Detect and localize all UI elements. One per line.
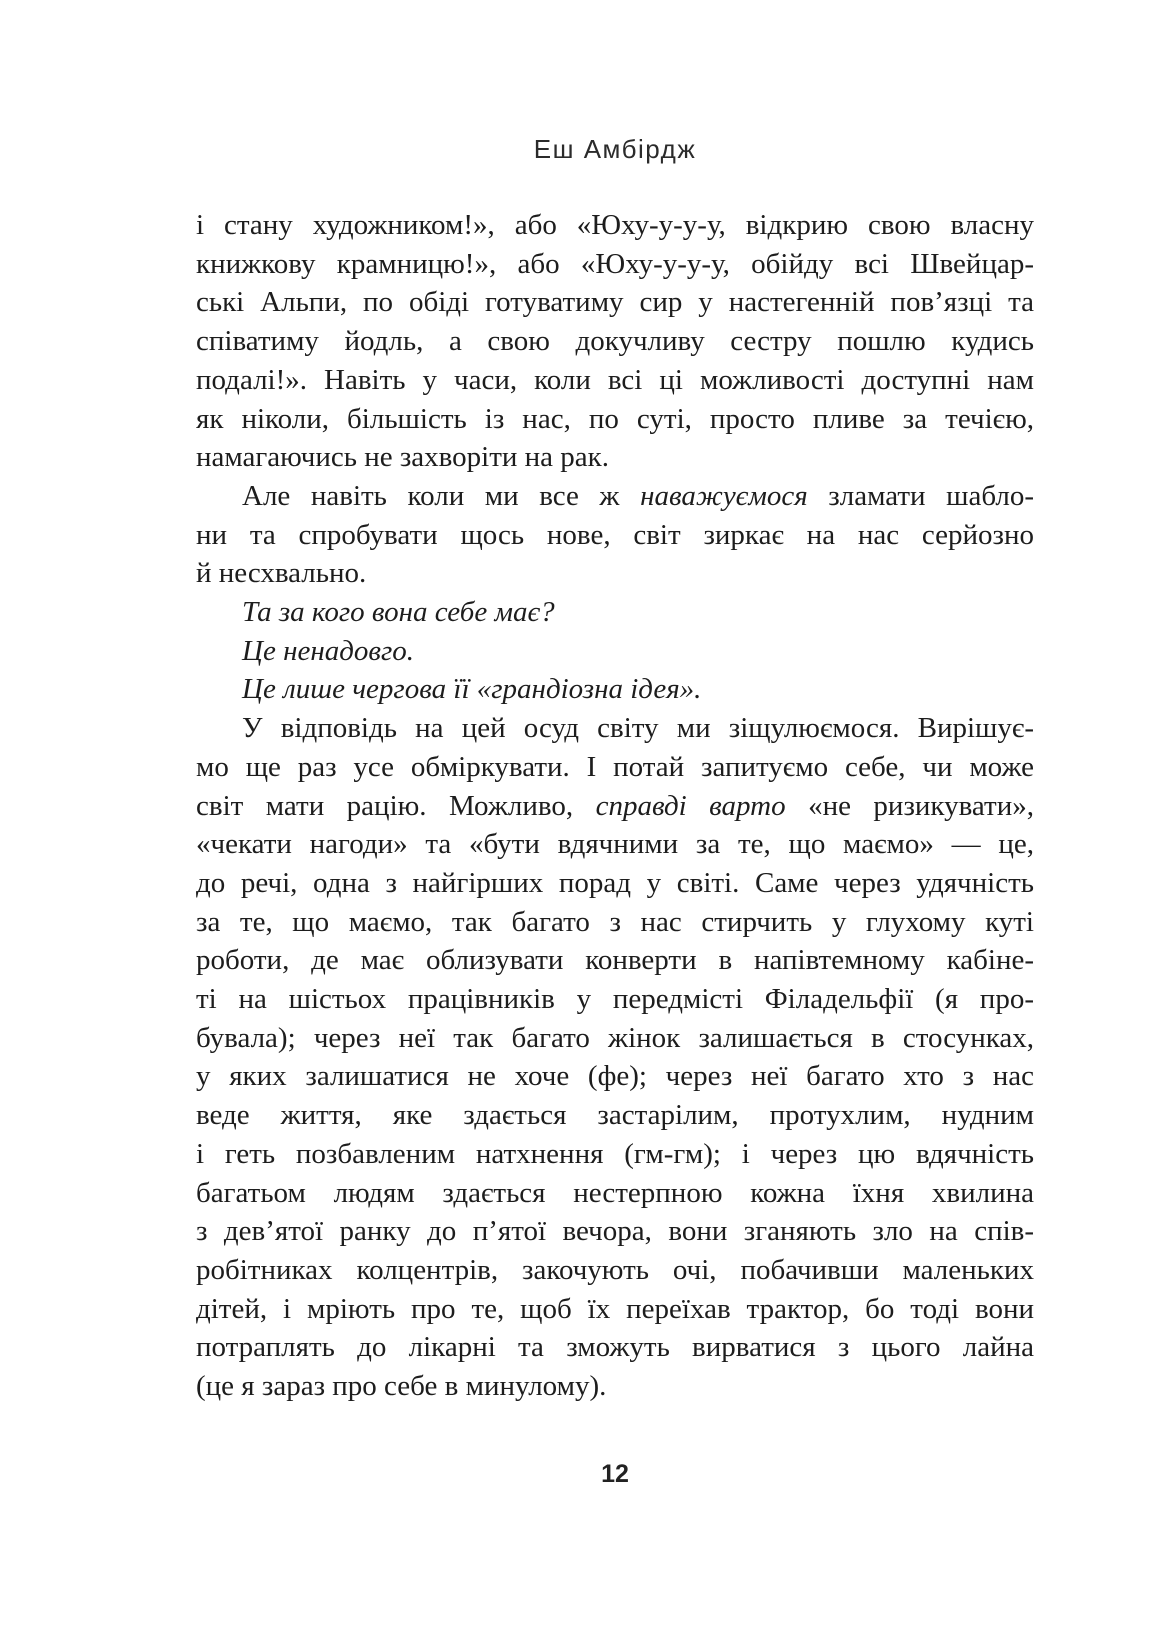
text-segment: потраплять до лікарні та зможуть вирватися з цього лайна	[196, 1331, 1034, 1364]
text-line	[196, 516, 1034, 555]
text-segment: ни та спробувати щось нове, світ зиркає на нас серйозно	[196, 518, 1034, 551]
text-line	[196, 941, 1034, 980]
text-line	[196, 1212, 1034, 1251]
text-segment: зламати шабло-	[807, 479, 1034, 512]
text-line	[196, 1096, 1034, 1135]
text-segment: У відповідь на цей осуд світу ми зіщулюємося. Вирішує-	[242, 712, 1034, 745]
text-line	[196, 632, 1034, 671]
text-line	[196, 554, 1034, 593]
text-segment: дітей, і мріють про те, щоб їх переїхав трактор, бо тоді вони	[196, 1292, 1034, 1325]
paragraph-3	[196, 593, 1034, 632]
text-segment: з дев’ятої ранку до п’ятої вечора, вони зганяють зло на спів-	[196, 1215, 1034, 1248]
italic-text-segment: Та за кого вона себе має?	[242, 596, 555, 629]
paragraph-5	[196, 670, 1034, 709]
text-segment: багатьом людям здається нестерпною кожна їхня хвилина	[196, 1176, 1034, 1209]
text-line	[196, 709, 1034, 748]
text-segment: як ніколи, більшість із нас, по суті, просто пливе за течією,	[196, 402, 1034, 435]
text-line	[196, 1251, 1034, 1290]
running-header-author: Еш Амбірдж	[533, 134, 697, 164]
page-body	[196, 206, 1034, 1406]
page-number: 12	[601, 1460, 629, 1488]
text-line	[196, 748, 1034, 787]
text-line	[196, 1367, 1034, 1406]
text-line	[196, 1328, 1034, 1367]
text-line	[196, 825, 1034, 864]
italic-text-segment: Це ненадовго.	[242, 634, 415, 667]
text-segment: світ мати рацію. Можливо,	[196, 789, 596, 822]
text-segment: подалі!». Навіть у часи, коли всі ці можливості доступні нам	[196, 363, 1034, 396]
text-segment: ті на шістьох працівників у передмісті Філадельфії (я про-	[196, 983, 1034, 1016]
text-line	[196, 787, 1034, 826]
text-segment: (це я зараз про себе в минулому).	[196, 1370, 607, 1403]
text-segment: у яких залишатися не хоче (фе); через неї багато хто з нас	[196, 1060, 1034, 1093]
text-line	[196, 438, 1034, 477]
text-line	[196, 670, 1034, 709]
text-line	[196, 903, 1034, 942]
text-line	[196, 864, 1034, 903]
text-line	[196, 980, 1034, 1019]
paragraph-4	[196, 632, 1034, 671]
text-line	[196, 1057, 1034, 1096]
text-line	[196, 206, 1034, 245]
text-segment: «чекати нагоди» та «бути вдячними за те, що маємо» — це,	[196, 828, 1034, 861]
text-line	[196, 593, 1034, 632]
paragraph-6	[196, 709, 1034, 1406]
text-line	[196, 1174, 1034, 1213]
text-segment: співатиму йодль, а свою докучливу сестру пошлю кудись	[196, 325, 1034, 358]
text-segment: намагаючись не захворіти на рак.	[196, 441, 610, 474]
text-line	[196, 1290, 1034, 1329]
italic-text-segment: справді варто	[595, 789, 786, 822]
italic-text-segment: Це лише чергова її «грандіозна ідея».	[242, 673, 702, 706]
text-line	[196, 1019, 1034, 1058]
text-segment: мо ще раз усе обміркувати. І потай запитуємо себе, чи може	[196, 750, 1034, 783]
text-segment: ські Альпи, по обіді готуватиму сир у настегенній пов’язці та	[196, 286, 1034, 319]
paragraph-2	[196, 477, 1034, 593]
text-segment: «не ризикувати»,	[785, 789, 1034, 822]
italic-text-segment: наважуємося	[640, 479, 808, 512]
text-segment: робітниках колцентрів, закочують очі, побачивши маленьких	[196, 1253, 1034, 1286]
text-segment: і стану художником!», або «Юху-у-у-у, відкрию свою власну	[196, 209, 1034, 241]
text-line	[196, 1135, 1034, 1174]
text-line	[196, 245, 1034, 284]
text-line	[196, 361, 1034, 400]
text-segment: й несхвально.	[196, 557, 367, 590]
text-segment: книжкову крамницю!», або «Юху-у-у-у, обійду всі Швейцар-	[196, 247, 1034, 280]
text-segment: за те, що маємо, так багато з нас стирчить у глухому куті	[196, 905, 1034, 938]
paragraph-1	[196, 206, 1034, 477]
text-segment: роботи, де має облизувати конверти в напівтемному кабіне-	[196, 944, 1034, 977]
text-line	[196, 400, 1034, 439]
text-line	[196, 477, 1034, 516]
text-segment: бувала); через неї так багато жінок залишається в стосунках,	[196, 1021, 1034, 1054]
text-line	[196, 322, 1034, 361]
text-segment: веде життя, яке здається застарілим, протухлим, нудним	[196, 1099, 1034, 1132]
text-segment: і геть позбавленим натхнення (гм-гм); і через цю вдячність	[196, 1137, 1034, 1170]
text-segment: Але навіть коли ми все ж	[242, 479, 641, 512]
text-segment: до речі, одна з найгірших порад у світі. Саме через удячність	[196, 866, 1034, 899]
text-line	[196, 283, 1034, 322]
